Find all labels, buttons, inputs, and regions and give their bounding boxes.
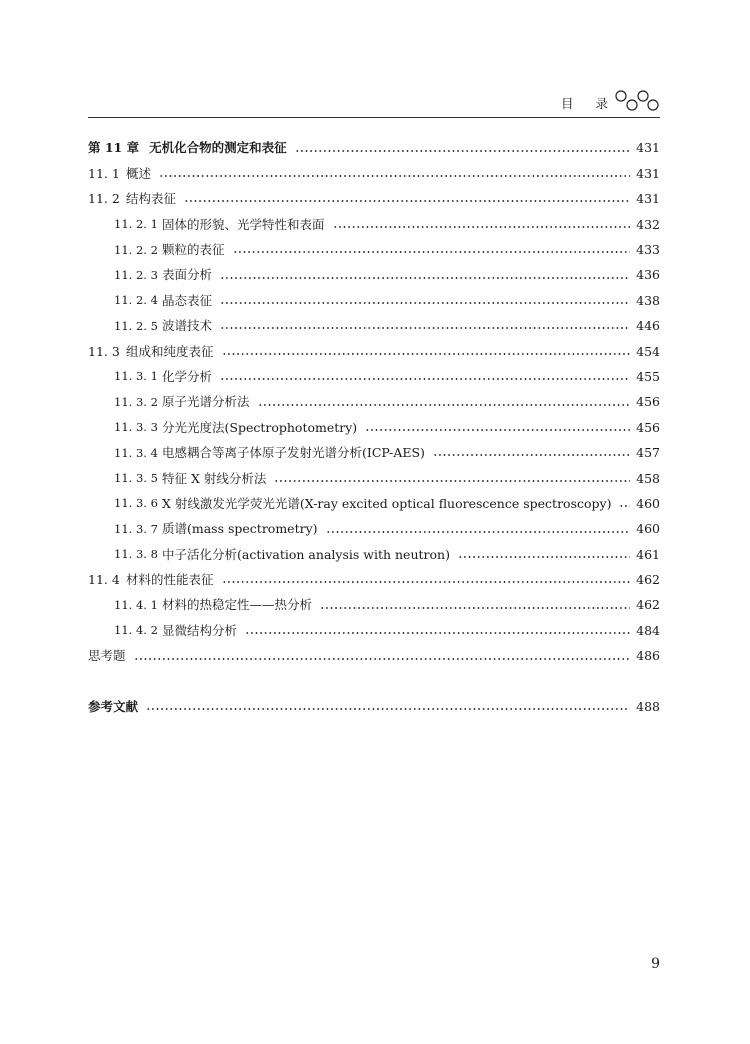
toc-dot-leader (134, 658, 630, 660)
toc-entry-number: 11. 4. 1 (114, 597, 158, 612)
toc-entry-number: 11. 2. 3 (114, 267, 158, 282)
toc-entry-number: 11. 2. 2 (114, 242, 158, 257)
toc-entry-page: 455 (636, 368, 660, 384)
toc-entry-page: 438 (636, 292, 660, 308)
toc-entry[interactable] (88, 314, 660, 339)
toc-entry[interactable] (88, 644, 660, 669)
toc-entry[interactable] (88, 466, 660, 491)
toc-entry-number: 11. 3 (88, 343, 120, 359)
toc-entry-number: 11. 2. 4 (114, 293, 158, 308)
toc-dot-leader (245, 632, 630, 634)
toc-entry-number: 11. 3. 4 (114, 445, 158, 460)
toc-dot-leader (326, 531, 630, 533)
toc-entry-title: 特征 X 射线分析法 (162, 470, 267, 486)
toc-entry[interactable] (88, 212, 660, 237)
running-header (88, 90, 660, 118)
toc-entry-page: 433 (636, 242, 660, 257)
toc-dot-leader (295, 150, 630, 152)
toc-entry-title: 晶态表征 (162, 292, 213, 308)
toc-entry-title: 原子光谱分析法 (162, 394, 250, 410)
toc-entry[interactable] (88, 136, 660, 161)
toc-entry-page: 460 (636, 495, 660, 511)
toc-dot-leader (220, 277, 630, 279)
toc-entry[interactable] (88, 593, 660, 618)
toc-entry-title: 表面分析 (162, 267, 213, 283)
toc-dot-leader (458, 556, 630, 558)
toc-entry-page: 456 (636, 419, 660, 435)
toc-entry-number: 11. 3. 6 (114, 496, 158, 511)
toc-entry-page: 432 (636, 216, 660, 232)
toc-entry-title: 分光光度法(Spectrophotometry) (162, 419, 358, 435)
toc-spacer (88, 669, 660, 694)
toc-entry[interactable] (88, 339, 660, 364)
page-number: 9 (651, 956, 660, 972)
toc-entry[interactable] (88, 618, 660, 643)
toc-entry[interactable] (88, 517, 660, 542)
toc-entry-page: 484 (636, 622, 660, 638)
toc-entry-page: 458 (636, 470, 660, 486)
toc-entry-page: 460 (636, 521, 660, 537)
toc-dot-leader (365, 429, 630, 431)
toc-entry[interactable] (88, 263, 660, 288)
toc-entry-title: 材料的性能表征 (126, 572, 214, 588)
toc-entry-title: 显微结构分析 (162, 622, 238, 638)
header-title-part2: 录 (595, 96, 608, 111)
toc-entry[interactable] (88, 542, 660, 567)
toc-dot-leader (619, 505, 630, 507)
toc-entry-number: 第 11 章 (88, 140, 140, 156)
toc-entry-number: 11. 3. 2 (114, 394, 158, 409)
toc-entry-title: 电感耦合等离子体原子发射光谱分析(ICP-AES) (162, 445, 425, 461)
toc-entry[interactable] (88, 238, 660, 263)
header-title (561, 94, 608, 112)
toc-entry-title: 质谱(mass spectrometry) (162, 521, 318, 537)
toc-entry-number: 11. 3. 7 (114, 521, 158, 536)
toc-dot-leader (220, 378, 630, 380)
toc-entry-page: 431 (636, 140, 660, 156)
toc-entry-number: 11. 2 (88, 191, 120, 207)
toc-entry-title: 固体的形貌、光学特性和表面 (162, 216, 325, 232)
toc-dot-leader (320, 607, 630, 609)
toc-entry[interactable] (88, 365, 660, 390)
toc-dot-leader (222, 581, 630, 583)
toc-entry-page: 436 (636, 267, 660, 283)
toc-dot-leader (258, 404, 630, 406)
toc-entry-title: 结构表征 (126, 191, 177, 207)
toc-entry-title: 波谱技术 (162, 318, 213, 334)
toc-entry-page: 486 (636, 648, 660, 664)
toc-dot-leader (233, 251, 630, 253)
toc-entry[interactable] (88, 694, 660, 719)
toc-entry[interactable] (88, 390, 660, 415)
toc-entry-page: 488 (636, 698, 660, 714)
toc-entry-number: 11. 4 (88, 572, 120, 588)
toc-entry-page: 462 (636, 597, 660, 613)
toc-dot-leader (433, 454, 630, 456)
toc-entry-page: 431 (636, 165, 660, 181)
toc-entry-number: 11. 4. 2 (114, 623, 158, 638)
toc-entry-number: 11. 3. 8 (114, 547, 158, 562)
toc-dot-leader (222, 353, 630, 355)
toc-entry[interactable] (88, 187, 660, 212)
toc-dot-leader (184, 200, 630, 202)
toc-entry-number: 11. 2. 1 (114, 217, 158, 232)
toc-entry-title: X 射线激发光学荧光光谱(X-ray excited optical fluorescence spectroscopy) (162, 495, 612, 511)
toc-entry-number: 11. 1 (88, 165, 120, 181)
toc-dot-leader (159, 175, 630, 177)
toc-dot-leader (274, 480, 630, 482)
toc-entry-page: 454 (636, 343, 660, 359)
header-circles-icon (614, 86, 660, 114)
toc-entry-title: 化学分析 (162, 368, 213, 384)
toc-entry-page: 457 (636, 445, 660, 461)
toc-entry-title: 无机化合物的测定和表征 (149, 140, 287, 156)
toc-entry-page: 446 (636, 318, 660, 334)
toc-entry-title: 概述 (126, 165, 152, 181)
toc-entry-page: 456 (636, 394, 660, 410)
toc-entry-number: 11. 2. 5 (114, 318, 158, 333)
toc-entry-page: 431 (636, 191, 660, 207)
header-title-part1: 目 (560, 96, 574, 111)
toc-entry-number: 11. 3. 1 (114, 369, 158, 384)
toc-entry[interactable] (88, 161, 660, 186)
toc-entry-page: 462 (636, 572, 660, 588)
toc-entry-number: 11. 3. 3 (114, 420, 158, 435)
toc-entry[interactable] (88, 441, 660, 466)
toc-entry[interactable] (88, 415, 660, 440)
toc-entry[interactable] (88, 288, 660, 313)
toc-dot-leader (220, 327, 630, 329)
header-rule (88, 117, 660, 118)
toc-entry[interactable] (88, 491, 660, 516)
toc-entry-title: 材料的热稳定性——热分析 (162, 597, 313, 613)
toc-entry-title: 中子活化分析(activation analysis with neutron) (162, 546, 450, 562)
toc-dot-leader (146, 708, 630, 710)
toc-entry-number: 11. 3. 5 (114, 471, 158, 486)
toc-dot-leader (220, 302, 630, 304)
toc-entry-page: 461 (636, 546, 660, 562)
toc-entry-title: 颗粒的表征 (162, 242, 225, 257)
toc-entry-title: 组成和纯度表征 (126, 343, 214, 359)
toc-dot-leader (333, 226, 630, 228)
toc-entry-title: 参考文献 (88, 698, 139, 714)
toc-entry-title: 思考题 (88, 648, 126, 664)
toc-entry[interactable] (88, 568, 660, 593)
table-of-contents (88, 136, 660, 720)
